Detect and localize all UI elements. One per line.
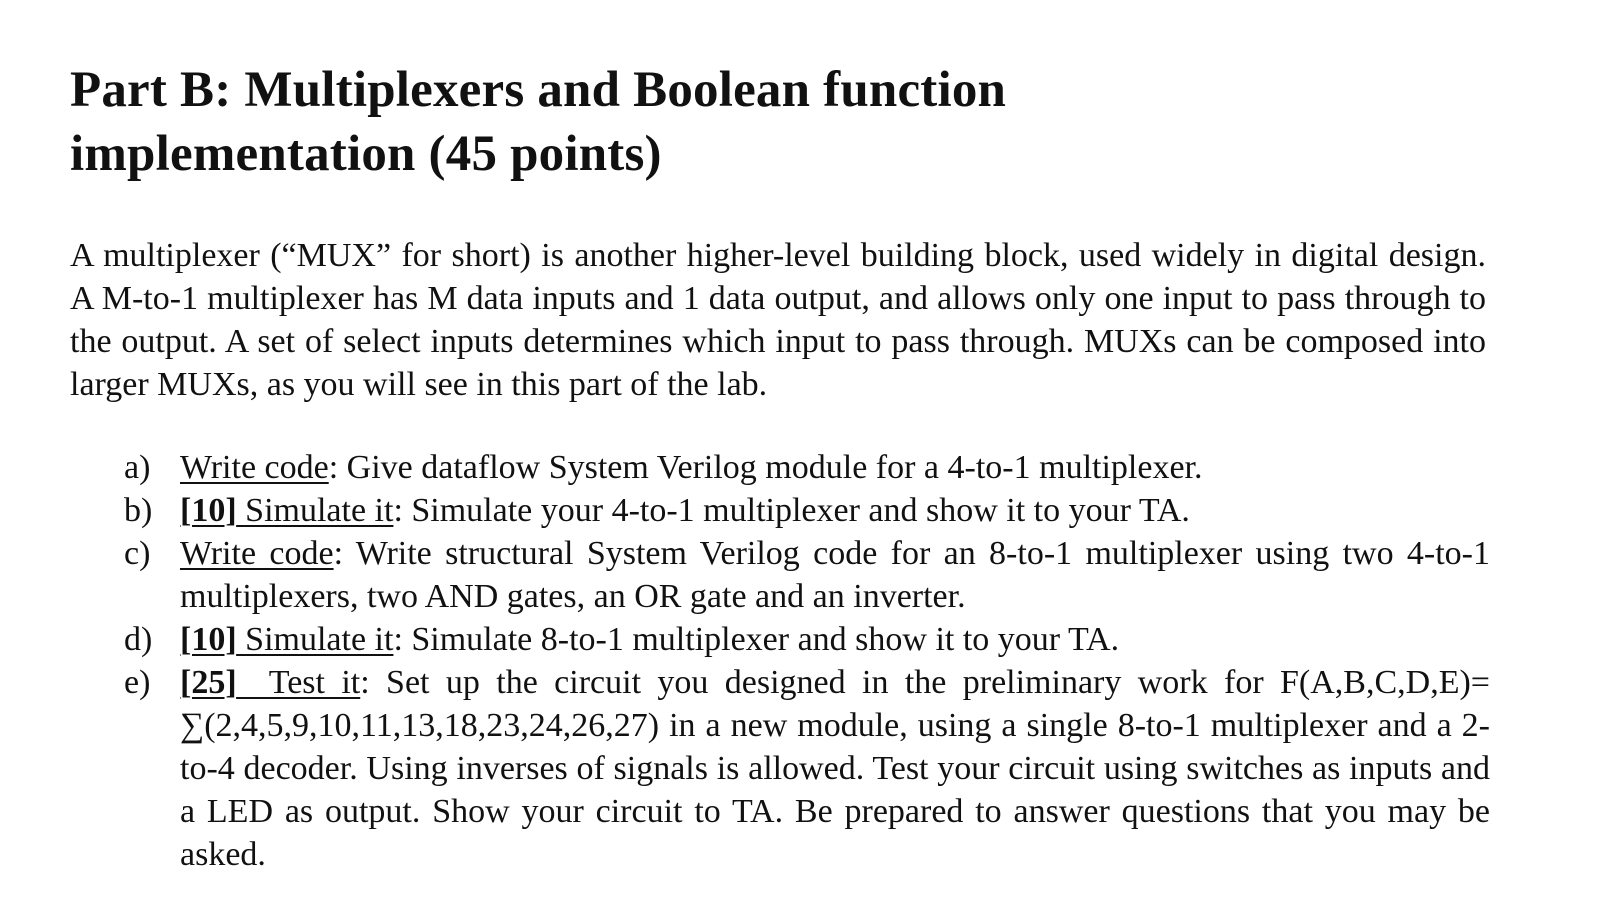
task-marker: e) [124, 664, 151, 701]
task-body [180, 446, 1490, 489]
section-heading [70, 58, 1490, 186]
task-label: Write code [180, 449, 329, 486]
task-points: [25] [180, 664, 237, 701]
task-body [180, 618, 1490, 661]
task-label: Test it [236, 664, 361, 701]
heading-line-1: Part B: Multiplexers and Boolean function [70, 62, 1007, 118]
task-label: Write code [180, 535, 334, 572]
task-d [124, 618, 1490, 661]
task-c [124, 532, 1490, 618]
task-body [180, 489, 1490, 532]
task-label: Simulate it [236, 492, 394, 529]
task-label: Simulate it [236, 621, 394, 658]
document-page [70, 58, 1490, 876]
task-text: : Set up the circuit you designed in the preliminary work for F(A,B,C,D,E)= ∑(2,4,5,9,10,11,13,18,23,24,26,27) in a new module, using a single 8-to-1 multiplexer and a 2-to-4 decoder. Using inverses of signals is allowed. Test your circuit using switches as inputs and a LED as output. Show your circuit to TA. Be prepared to answer questions that you may be asked. [180, 664, 1490, 873]
task-points: [10] [180, 492, 237, 529]
task-e [124, 661, 1490, 876]
heading-line-2: implementation (45 points) [70, 126, 662, 182]
task-b [124, 489, 1490, 532]
task-text: : Simulate 8-to-1 multiplexer and show it to your TA. [393, 621, 1120, 658]
task-a [124, 446, 1490, 489]
task-body [180, 661, 1490, 876]
task-text: : Give dataflow System Verilog module for a 4-to-1 multiplexer. [328, 449, 1203, 486]
task-points: [10] [180, 621, 237, 658]
task-list [70, 446, 1490, 876]
task-marker: c) [124, 535, 151, 572]
task-body [180, 532, 1490, 618]
task-marker: d) [124, 621, 153, 658]
task-text: : Write structural System Verilog code for an 8-to-1 multiplexer using two 4-to-1 multiplexers, two AND gates, an OR gate and an inverter. [180, 535, 1490, 615]
intro-paragraph: A multiplexer (“MUX” for short) is another higher-level building block, used widely in digital design. A M-to-1 multiplexer has M data inputs and 1 data output, and allows only one input to pass through to the output. A set of select inputs determines which input to pass through. MUXs can be composed into larger MUXs, as you will see in this part of the lab. [70, 237, 1486, 403]
task-text: : Simulate your 4-to-1 multiplexer and show it to your TA. [393, 492, 1190, 529]
task-marker: b) [124, 492, 153, 529]
task-marker: a) [124, 449, 151, 486]
